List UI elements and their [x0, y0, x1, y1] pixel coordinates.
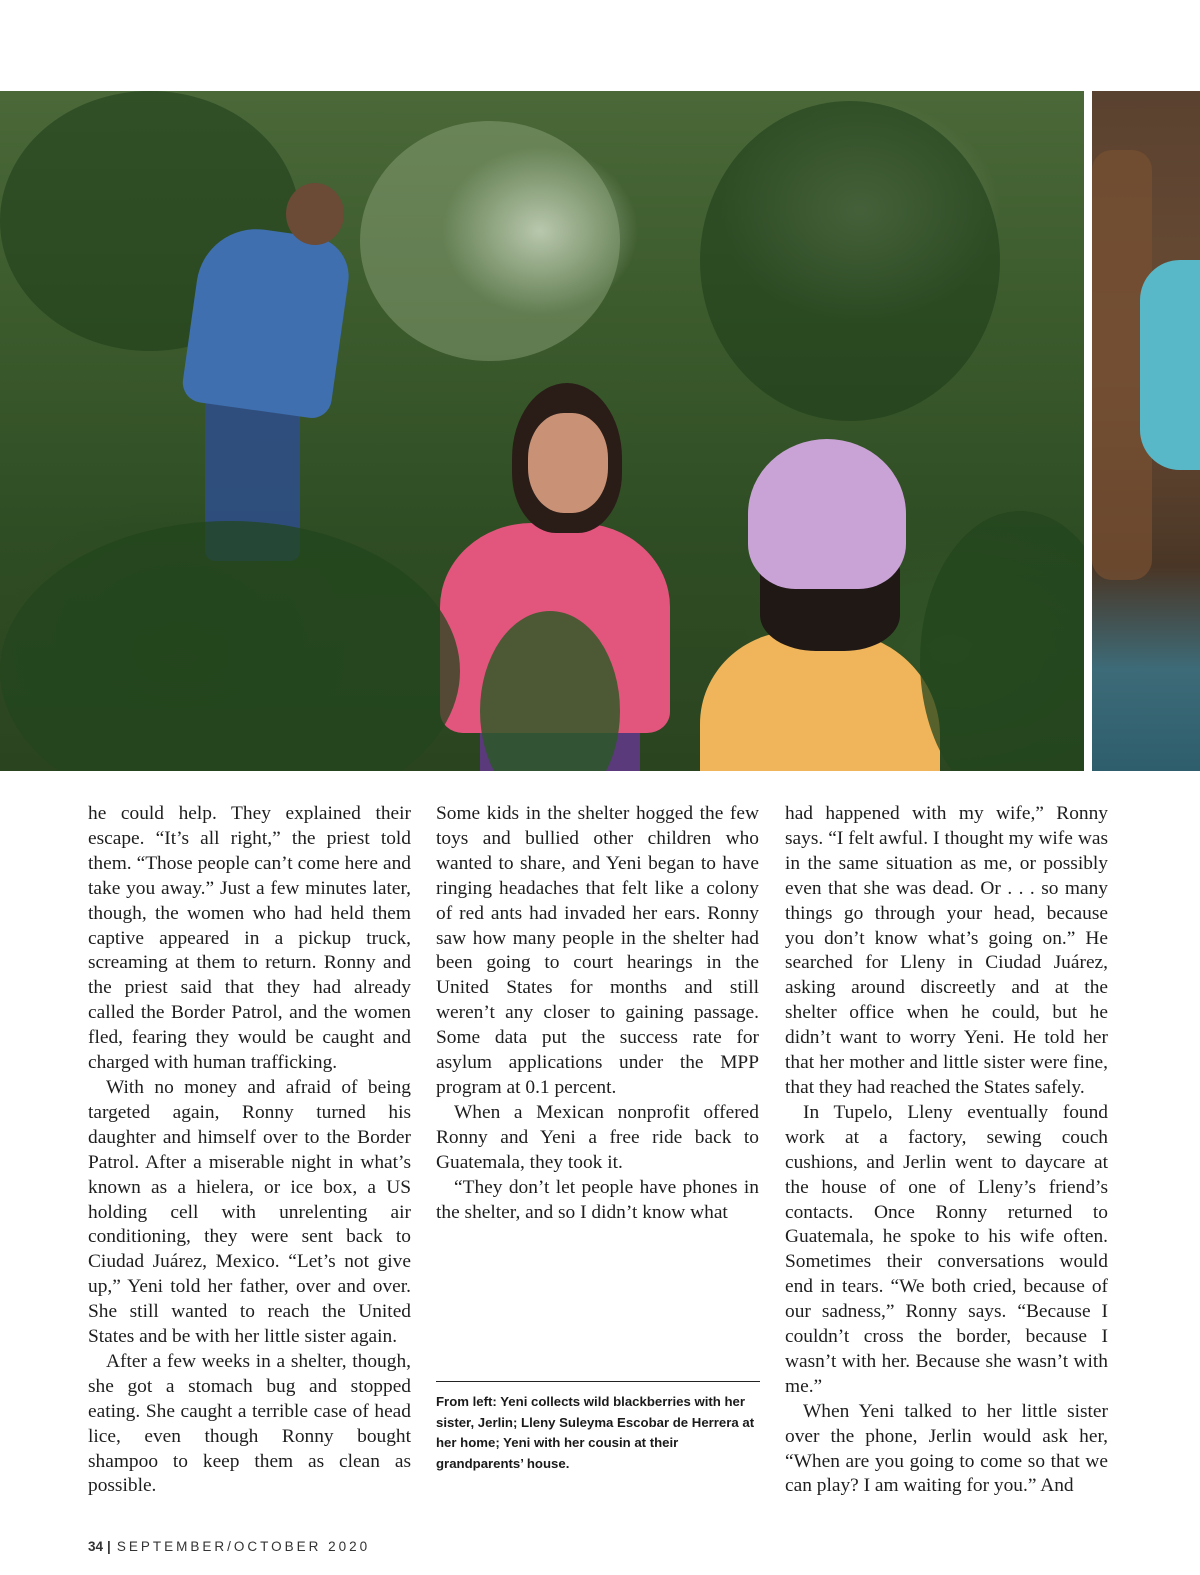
paragraph: In Tupelo, Lleny eventually found work at a factory, sewing couch cushions, and Jerlin went to daycare at the house of one of Lleny’s friend’s contacts. Once Ronny returned to Guatemala, he spoke to his wife often. Sometimes their conversations would end in tears. “We both cried, because of our sadness,” Ronny says. “Because I couldn’t cross the border, because I wasn’t with her. Because she wasn’t with me.”	[785, 1101, 1108, 1397]
paragraph: With no money and afraid of being targeted again, Ronny turned his daughter and himself over to the Border Patrol. After a miserable night in what’s known as a hielera, or ice box, a US holding cell with unrelenting air conditioning, they were sent back to Ciudad Juárez, Mexico. “Let’s not give up,” Yeni told her father, over and over. She still wanted to reach the United States and be with her little sister again.	[88, 1076, 411, 1348]
article-column-3	[785, 802, 1108, 1499]
paragraph: “They don’t let people have phones in the shelter, and so I didn’t know what	[436, 1176, 759, 1223]
paragraph: he could help. They explained their escape. “It’s all right,” the priest told them. “Those people can’t come here and take you away.” Just a few minutes later, though, the women who had held them captive appeared in a pickup truck, screaming at them to return. Ronny and the priest said that they had already called the Border Patrol, and the women fled, fearing they would be caught and charged with human trafficking.	[88, 803, 411, 1074]
caption-rule	[436, 1381, 760, 1382]
page-number: 34	[88, 1539, 104, 1554]
main-photo	[0, 91, 1084, 771]
article-column-2	[436, 802, 759, 1225]
article-column-1	[88, 802, 411, 1499]
photo-caption: From left: Yeni collects wild blackberries with her sister, Jerlin; Lleny Suleyma Escobar de Herrera at her home; Yeni with her cousin at their grandparents’ house.	[436, 1394, 755, 1471]
teal-sleeve	[1140, 260, 1200, 470]
page-footer	[88, 1539, 370, 1554]
paragraph: After a few weeks in a shelter, though, she got a stomach bug and stopped eating. She caught a terrible case of head lice, even though Ronny bought shampoo to keep them as clean as possible.	[88, 1350, 411, 1497]
paragraph: When Yeni talked to her little sister over the phone, Jerlin would ask her, “When are you going to come so that we can play? I am waiting for you.” And	[785, 1400, 1108, 1497]
issue-date: SEPTEMBER/OCTOBER 2020	[116, 1539, 371, 1554]
paragraph: Some kids in the shelter hogged the few toys and bullied other children who wanted to share, and Yeni began to have ringing headaches that felt like a colony of red ants had invaded her ears. Ronny saw how many people in the shelter had been going to court hearings in the United States for months and still weren’t any closer to gaining passage. Some data put the success rate for asylum applications under the MPP program at 0.1 percent.	[436, 803, 759, 1098]
paragraph: had happened with my wife,” Ronny says. “I felt awful. I thought my wife was in the same situation as me, or possibly even that she was dead. Or . . . so many things go through your head, because you don’t know what’s going on.” He searched for Lleny in Ciudad Juárez, asking around discreetly and at the shelter office when he could, but he didn’t want to worry Yeni. He told her that her mother and little sister were fine, that they had reached the States safely.	[785, 803, 1108, 1098]
paragraph: When a Mexican nonprofit offered Ronny and Yeni a free ride back to Guatemala, they took it.	[436, 1101, 759, 1173]
folio-separator: |	[107, 1539, 111, 1554]
